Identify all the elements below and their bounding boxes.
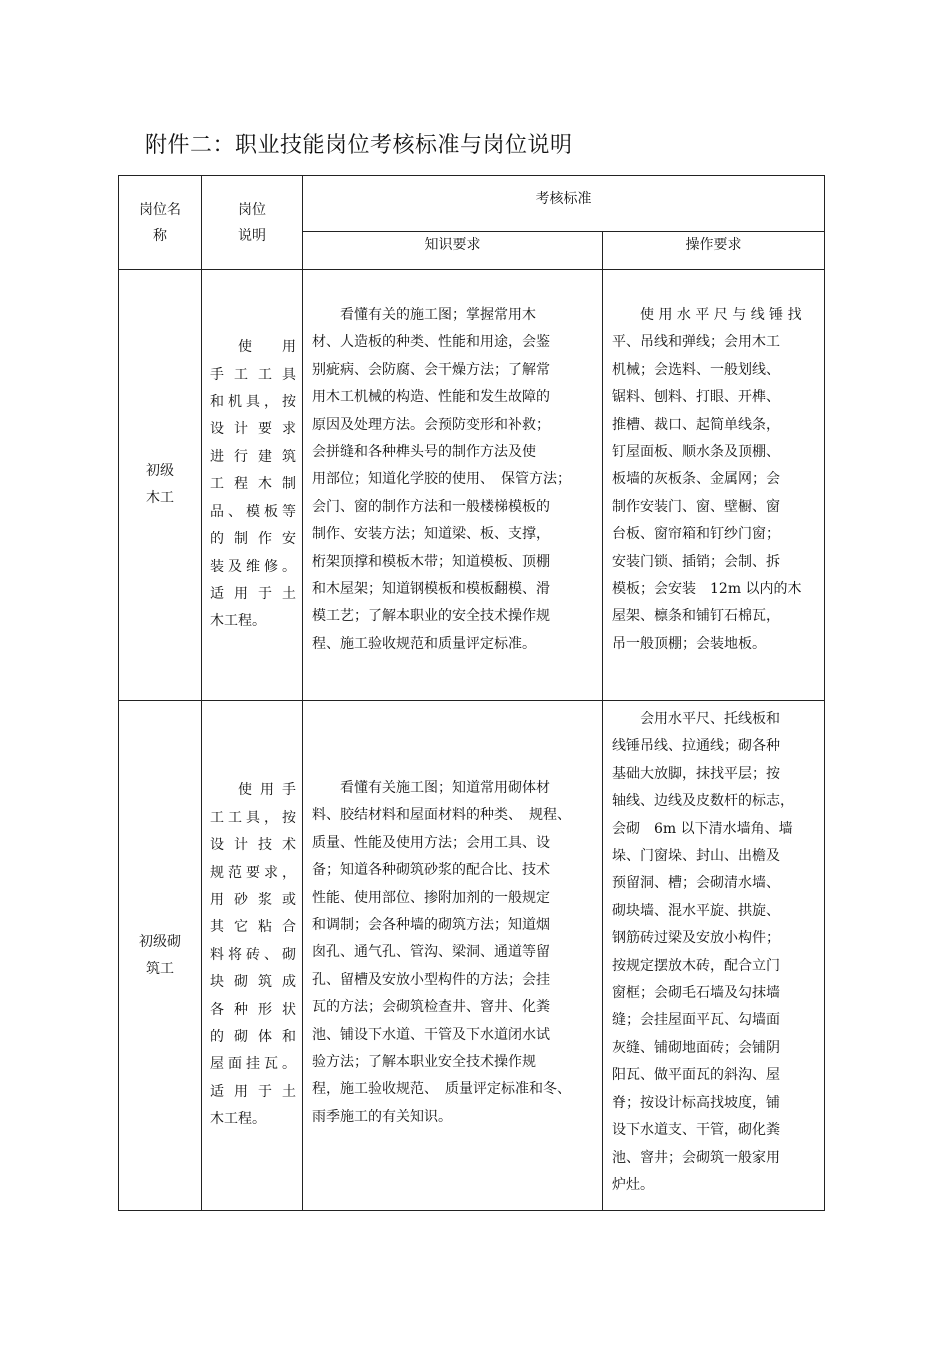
desc-line: 木工程。: [210, 613, 266, 630]
knowledge-line: 别疵病、会防腐、会干燥方法；了解常: [312, 361, 550, 378]
desc-line: 和机具，按: [210, 394, 296, 411]
knowledge-line: 程、施工验收规范和质量评定标准。: [312, 635, 536, 652]
table-row: [119, 701, 825, 1211]
desc-line: 各种形状: [210, 1001, 296, 1018]
operation-line: 吊一般顶棚；会装地板。: [612, 635, 766, 652]
desc-line: 品、模板等: [210, 503, 296, 520]
header-position-name: 岗位名称: [119, 176, 202, 270]
knowledge-line: 和调制；会各种墙的砌筑方法；知道烟: [312, 917, 550, 934]
knowledge-line: 程，施工验收规范、 质量评定标准和冬、: [312, 1081, 571, 1098]
operation-line: 线锤吊线、拉通线；砌各种: [612, 738, 780, 755]
desc-line: 装及维修。: [210, 558, 296, 575]
operation-line: 阳瓦、做平面瓦的斜沟、屋: [612, 1067, 780, 1084]
knowledge-line: 模工艺；了解本职业的安全技术操作规: [312, 608, 550, 625]
knowledge-line: 瓦的方法；会砌筑检查井、窨井、化粪: [312, 999, 550, 1016]
knowledge-line: 雨季施工的有关知识。: [312, 1108, 452, 1125]
row-operation: [603, 270, 825, 701]
operation-line: 炉灶。: [612, 1176, 654, 1193]
row-operation: [603, 701, 825, 1211]
header-assessment: 考核标准: [303, 176, 825, 232]
operation-line: 灰缝、铺砌地面砖；会铺阴: [612, 1039, 780, 1056]
desc-line: 手工工具: [210, 366, 296, 383]
knowledge-line: 会门、窗的制作方法和一般楼梯模板的: [312, 498, 550, 515]
desc-line: 工工具，按: [210, 809, 296, 826]
operation-line: 台板、窗帘箱和钉纱门窗；: [612, 526, 780, 543]
operation-line: 板墙的灰板条、金属网；会: [612, 471, 780, 488]
operation-line: 制作安装门、窗、壁橱、窗: [612, 498, 780, 515]
knowledge-line: 制作、安装方法；知道梁、板、支撑，: [312, 526, 550, 543]
desc-line: 其它粘合: [210, 919, 296, 936]
operation-line: 平、吊线和弹线；会用木工: [612, 334, 780, 351]
desc-line: 适用于土: [210, 585, 296, 602]
standards-table: [118, 175, 825, 1211]
operation-line: 垛、门窗垛、封山、出檐及: [612, 848, 780, 865]
knowledge-line: 桁架顶撑和模板木带；知道模板、顶棚: [312, 553, 550, 570]
row-position-name: 初级木工: [119, 270, 202, 701]
desc-line: 用砂浆或: [210, 891, 296, 908]
knowledge-line: 看懂有关的施工图；掌握常用木: [312, 307, 536, 323]
desc-line: 料将砖、砌: [210, 946, 296, 963]
knowledge-line: 用部位；知道化学胶的使用、 保管方法；: [312, 471, 571, 488]
desc-line: 规范要求，: [210, 864, 296, 881]
row-position-desc: [202, 701, 303, 1211]
desc-line: 使用: [238, 339, 296, 356]
operation-line: 砌块墙、混水平旋、拱旋、: [612, 902, 780, 919]
desc-line: 使用手: [238, 782, 296, 799]
knowledge-line: 池、铺设下水道、干管及下水道闭水试: [312, 1026, 550, 1043]
row-knowledge: [303, 701, 603, 1211]
knowledge-line: 原因及处理方法。会预防变形和补救；: [312, 416, 550, 433]
desc-line: 设计要求: [210, 421, 296, 438]
desc-line: 工程木制: [210, 476, 296, 493]
table-row: [119, 270, 825, 701]
operation-line: 钉屋面板、顺水条及顶棚、: [612, 444, 780, 461]
desc-line: 的砌体和: [210, 1029, 296, 1046]
row-position-desc: [202, 270, 303, 701]
desc-line: 设计技术: [210, 837, 296, 854]
operation-line: 预留洞、槽；会砌清水墙、: [612, 875, 780, 892]
page-title: 附件二：职业技能岗位考核标准与岗位说明: [145, 133, 573, 158]
knowledge-line: 性能、使用部位、掺附加剂的一般规定: [312, 889, 550, 906]
knowledge-line: 囱孔、通气孔、管沟、梁洞、通道等留: [312, 944, 550, 961]
operation-line: 脊；按设计标高找坡度，铺: [612, 1094, 780, 1111]
operation-line: 轴线、边线及皮数杆的标志，: [612, 793, 794, 810]
operation-line: 锯料、刨料、打眼、开榫、: [612, 389, 780, 406]
knowledge-line: 孔、留槽及安放小型构件的方法；会挂: [312, 971, 550, 988]
row-position-name: 初级砌筑工: [119, 701, 202, 1211]
knowledge-line: 备；知道各种砌筑砂浆的配合比、技术: [312, 862, 550, 879]
knowledge-line: 会拼缝和各种榫头号的制作方法及使: [312, 444, 536, 461]
knowledge-line: 质量、性能及使用方法；会用工具、设: [312, 834, 550, 851]
knowledge-line: 看懂有关施工图；知道常用砌体材: [312, 780, 550, 796]
operation-line: 机械；会选料、一般划线、: [612, 361, 780, 378]
header-position-desc: 岗位说明: [202, 176, 303, 270]
knowledge-line: 用木工机械的构造、性能和发生故障的: [312, 389, 550, 406]
operation-line: 设下水道支、干管，砌化粪: [612, 1122, 780, 1139]
operation-line: 安装门锁、插销；会制、拆: [612, 553, 780, 570]
knowledge-line: 料、胶结材料和屋面材料的种类、 规程、: [312, 807, 571, 824]
operation-line: 会砌 6m 以下清水墙角、墙: [612, 820, 793, 837]
operation-line: 使 用 水 平 尺 与 线 锤 找: [612, 307, 802, 323]
operation-line: 池、窨井；会砌筑一般家用: [612, 1149, 780, 1166]
operation-line: 屋架、檩条和铺钉石棉瓦，: [612, 608, 780, 625]
row-knowledge: [303, 270, 603, 701]
desc-line: 块砌筑成: [210, 974, 296, 991]
knowledge-line: 和木屋架；知道钢模板和模板翻模、滑: [312, 581, 550, 598]
operation-line: 模板；会安装 12m 以内的木: [612, 581, 802, 598]
operation-line: 推槽、裁口、起简单线条，: [612, 416, 780, 433]
operation-line: 会用水平尺、托线板和: [612, 711, 780, 727]
desc-line: 的制作安: [210, 531, 296, 548]
desc-line: 进行建筑: [210, 448, 296, 465]
desc-line: 木工程。: [210, 1111, 266, 1128]
desc-line: 适用于土: [210, 1083, 296, 1100]
header-knowledge: 知识要求: [303, 232, 603, 270]
operation-line: 窗框；会砌毛石墙及勾抹墙: [612, 985, 780, 1002]
desc-line: 屋面挂瓦。: [210, 1056, 296, 1073]
operation-line: 按规定摆放木砖，配合立门: [612, 957, 780, 974]
operation-line: 钢筋砖过梁及安放小构件；: [612, 930, 780, 947]
operation-line: 缝；会挂屋面平瓦、勾墙面: [612, 1012, 780, 1029]
knowledge-line: 验方法；了解本职业安全技术操作规: [312, 1054, 536, 1071]
operation-line: 基础大放脚，抹找平层；按: [612, 765, 780, 782]
knowledge-line: 材、人造板的种类、性能和用途，会鉴: [312, 334, 550, 351]
header-operation: 操作要求: [603, 232, 825, 270]
